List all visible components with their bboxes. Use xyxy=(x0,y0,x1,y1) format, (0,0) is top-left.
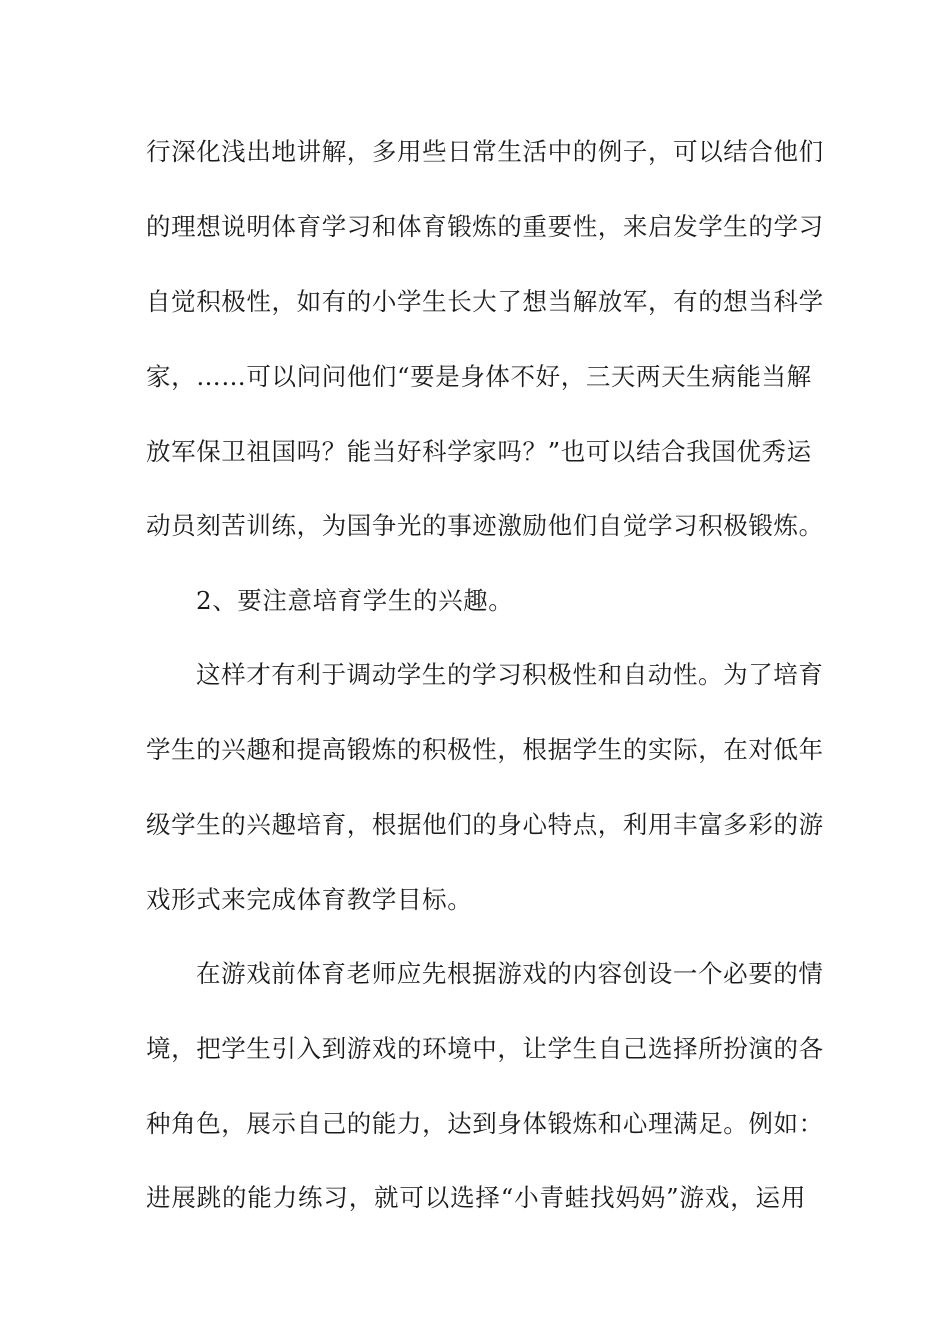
text-line-2: 的理想说明体育学习和体育锻炼的重要性，来启发学生的学习 xyxy=(146,212,824,241)
text-line-4: 家，……可以问问他们“要是身体不好，三天两天生病能当解 xyxy=(146,362,812,391)
text-line-9: 学生的兴趣和提高锻炼的积极性，根据学生的实际，在对低年 xyxy=(146,735,824,764)
text-line-6: 动员刻苦训练，为国争光的事迹激励他们自觉学习积极锻炼。 xyxy=(146,511,824,540)
text-line-14: 种角色，展示自己的能力，达到身体锻炼和心理满足。例如： xyxy=(146,1109,824,1138)
section-heading: 2、要注意培育学生的兴趣。 xyxy=(196,586,514,615)
text-line-8: 这样才有利于调动学生的学习积极性和自动性。为了培育 xyxy=(196,660,824,689)
text-line-15: 进展跳的能力练习，就可以选择“小青蛙找妈妈”游戏，运用 xyxy=(146,1183,806,1212)
text-line-13: 境，把学生引入到游戏的环境中，让学生自己选择所扮演的各 xyxy=(146,1034,824,1063)
text-line-10: 级学生的兴趣培育，根据他们的身心特点，利用丰富多彩的游 xyxy=(146,810,824,839)
text-line-11: 戏形式来完成体育教学目标。 xyxy=(146,885,473,914)
text-line-3: 自觉积极性，如有的小学生长大了想当解放军，有的想当科学 xyxy=(146,287,824,316)
text-line-12: 在游戏前体育老师应先根据游戏的内容创设一个必要的情 xyxy=(196,959,824,988)
text-line-5: 放军保卫祖国吗？能当好科学家吗？”也可以结合我国优秀运 xyxy=(146,437,812,466)
text-line-1: 行深化浅出地讲解，多用些日常生活中的例子，可以结合他们 xyxy=(146,137,824,166)
